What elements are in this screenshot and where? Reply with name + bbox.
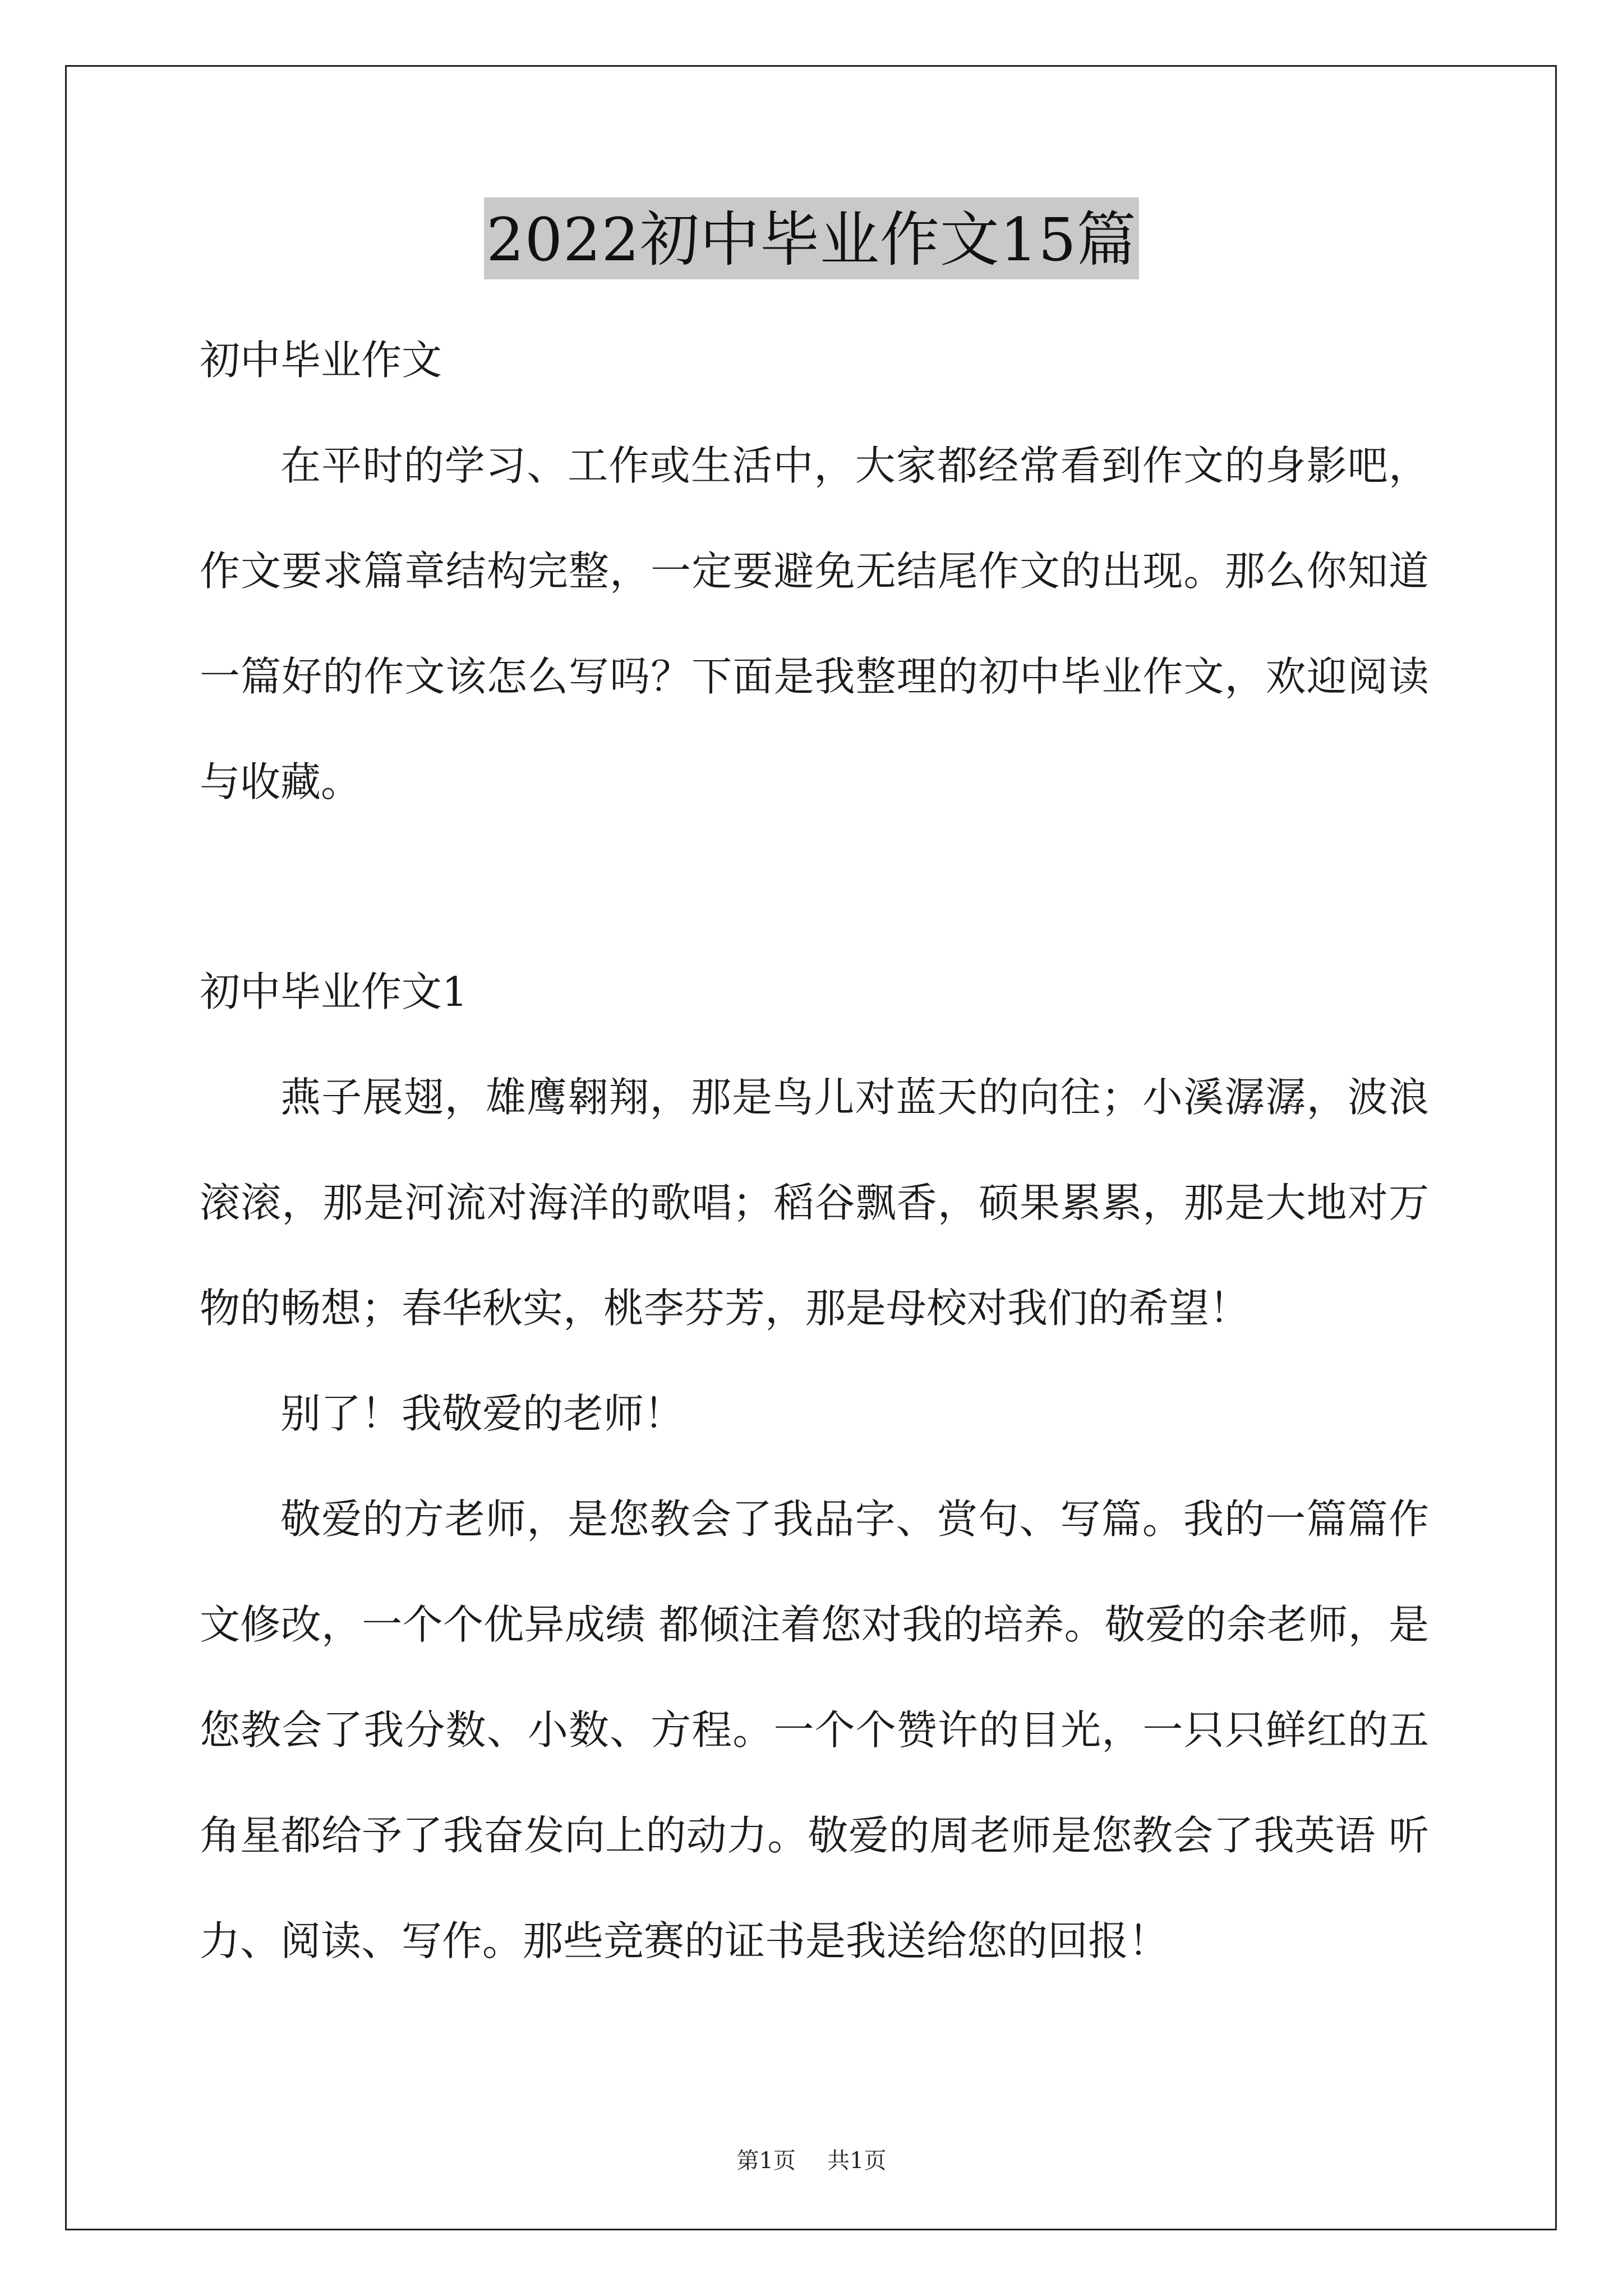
- document-title: 2022初中毕业作文15篇: [484, 197, 1139, 279]
- section-heading: 初中毕业作文1: [200, 968, 468, 1015]
- page-number-current: 第1页: [736, 2148, 796, 2174]
- intro-paragraph: 在平时的学习、工作或生活中，大家都经常看到作文的身影吧，作文要求篇章结构完整，一定要避免无结尾作文的出现。那么你知道一篇好的作文该怎么写吗？下面是我整理的初中毕业作文，欢迎阅读与收藏。: [200, 442, 1429, 806]
- page-number-total: 共1页: [827, 2148, 887, 2174]
- body-paragraph: 燕子展翅，雄鹰翱翔，那是鸟儿对蓝天的向往；小溪潺潺，波浪滚滚，那是河流对海洋的歌唱；稻谷飘香，硕果累累，那是大地对万物的畅想；春华秋实，桃李芬芳，那是母校对我们的希望！: [200, 1074, 1429, 1332]
- body-paragraph: 别了！我敬爱的老师！: [280, 1390, 685, 1437]
- title-wrap: [0, 197, 1623, 279]
- document-body: [200, 307, 1429, 1994]
- page-footer: [0, 2143, 1623, 2175]
- body-paragraph: 敬爱的方老师，是您教会了我品字、赏句、写篇。我的一篇篇作文修改，一个个优异成绩 都倾注着您对我的培养。敬爱的余老师，是您教会了我分数、小数、方程。一个个赞许的目光，一只只鲜红的五角星都给予了我奋发向上的动力。敬爱的周老师是您教会了我英语 听力、阅读、写作。那些竞赛的证书是我送给您的回报！: [200, 1496, 1429, 1964]
- intro-heading: 初中毕业作文: [200, 337, 442, 384]
